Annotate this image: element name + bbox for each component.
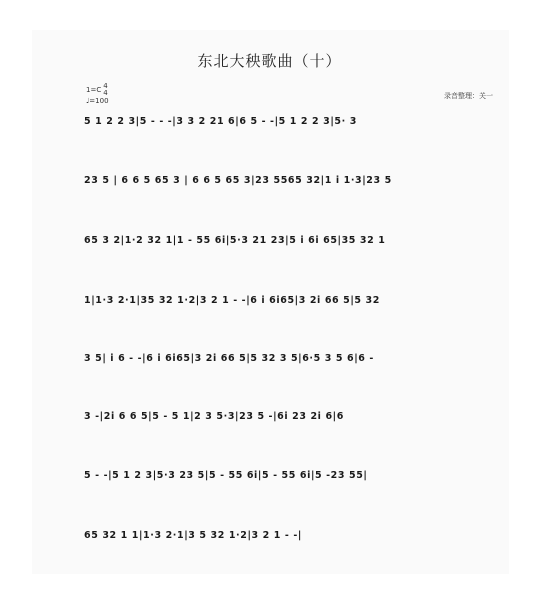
time-denominator: 4 [103, 89, 108, 97]
key-signature [86, 83, 108, 97]
notation-row-2: 23 5 | 6 6 5 65 3 | 6 6 5 65 3|23 5565 32|1 i 1·3|23 5 [84, 175, 392, 186]
notation-row-5: 3 5| i 6 - -|6 i 6i65|3 2i 66 5|5 32 3 5|6·5 3 5 6|6 - [84, 353, 374, 364]
notation-row-7: 5 - -|5 1 2 3|5·3 23 5|5 - 55 6i|5 - 55 6i|5 -23 55| [84, 470, 368, 481]
song-title: 东北大秧歌曲（十） [197, 52, 342, 70]
time-numerator: 4 [103, 82, 108, 90]
tempo-marking: ♩=100 [86, 97, 109, 105]
notation-row-4: 1|1·3 2·1|35 32 1·2|3 2 1 - -|6 i 6i65|3 2i 66 5|5 32 [84, 295, 380, 306]
notation-row-1: 5 1 2 2 3|5 - - -|3 3 2 21 6|6 5 - -|5 1 2 2 3|5· 3 [84, 116, 357, 127]
notation-row-3: 65 3 2|1·2 32 1|1 - 55 6i|5·3 21 23|5 i 6i 65|35 32 1 [84, 235, 386, 246]
key-prefix: 1=C [86, 86, 102, 94]
time-signature [103, 83, 107, 97]
arranger-credit: 录音整理：关一 [444, 92, 493, 100]
notation-row-6: 3 -|2i 6 6 5|5 - 5 1|2 3 5·3|23 5 -|6i 23 2i 6|6 [84, 411, 344, 422]
notation-row-8: 65 32 1 1|1·3 2·1|3 5 32 1·2|3 2 1 - -| [84, 530, 302, 541]
